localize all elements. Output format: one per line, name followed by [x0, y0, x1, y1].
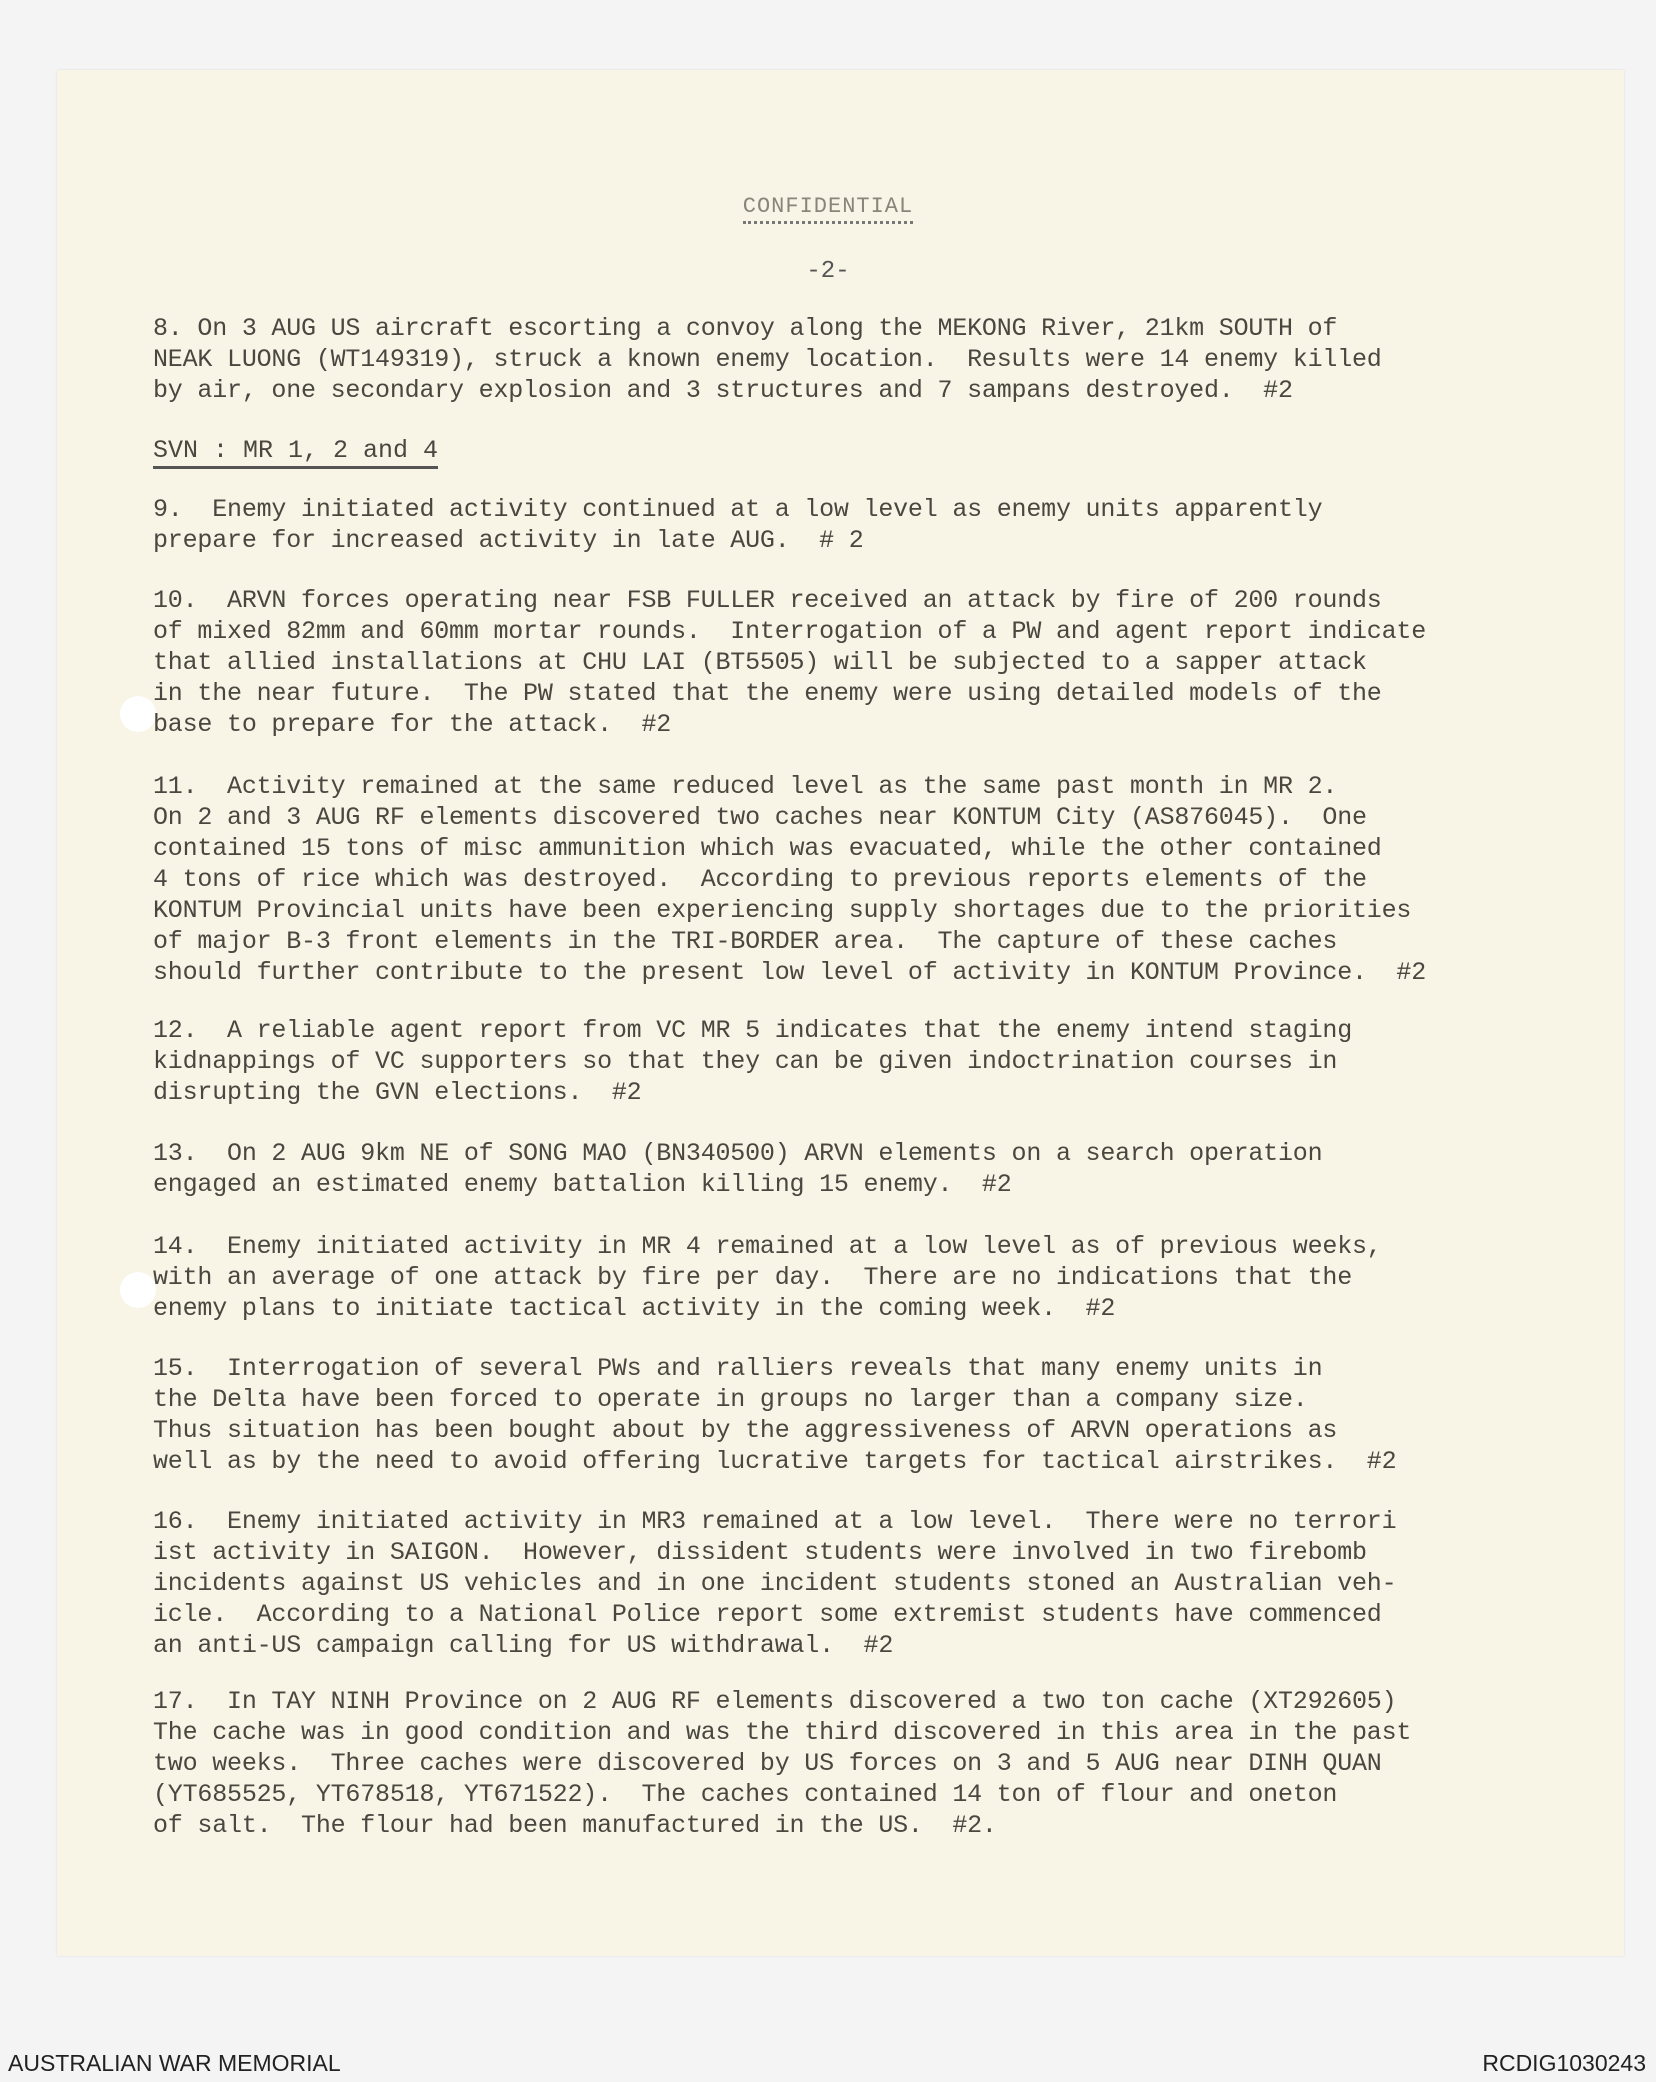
paragraph-15: 15. Interrogation of several PWs and ralliers reveals that many enemy units in the Delta have been forced to operate in groups no larger than a company size. Thus situation has been bought about by the aggressiveness of ARVN operations as well as by the need to avoid offering lucrative targets for tactical airstrikes. #2: [153, 1354, 1397, 1476]
paragraph-12: 12. A reliable agent report from VC MR 5 indicates that the enemy intend staging kidnappings of VC supporters so that they can be given indoctrination courses in disrupting the GVN elections. #2: [153, 1016, 1352, 1107]
section-heading: SVN : MR 1, 2 and 4: [153, 436, 438, 469]
paragraph-13: 13. On 2 AUG 9km NE of SONG MAO (BN340500) ARVN elements on a search operation engaged an estimated enemy battalion killing 15 enemy. #2: [153, 1139, 1323, 1199]
paragraph-14: 14. Enemy initiated activity in MR 4 remained at a low level as of previous weeks, with an average of one attack by fire per day. There are no indications that the enemy plans to initiate tactical activity in the coming week. #2: [153, 1232, 1382, 1323]
classification-stamp: CONFIDENTIAL: [0, 194, 1656, 219]
footer-source: AUSTRALIAN WAR MEMORIAL: [8, 2050, 341, 2076]
paragraph-11: 11. Activity remained at the same reduced level as the same past month in MR 2. On 2 and 3 AUG RF elements discovered two caches near KONTUM City (AS876045). One contained 15 tons of misc ammunition which was evacuated, while the other contained 4 tons of rice which was destroyed. According to previous reports elements of the KONTUM Provincial units have been experiencing supply shortages due to the priorities of major B-3 front elements in the TRI-BORDER area. The capture of these caches should further contribute to the present low level of activity in KONTUM Province. #2: [153, 772, 1427, 987]
punch-hole: [120, 1272, 156, 1308]
paragraph-9: 9. Enemy initiated activity continued at a low level as enemy units apparently prepare for increased activity in late AUG. # 2: [153, 495, 1323, 555]
punch-hole: [120, 696, 156, 732]
paragraph-10: 10. ARVN forces operating near FSB FULLER received an attack by fire of 200 rounds of mixed 82mm and 60mm mortar rounds. Interrogation of a PW and agent report indicate that allied installations at CHU LAI (BT5505) will be subjected to a sapper attack in the near future. The PW stated that the enemy were using detailed models of the base to prepare for the attack. #2: [153, 586, 1427, 739]
paragraph-8: 8. On 3 AUG US aircraft escorting a convoy along the MEKONG River, 21km SOUTH of NEAK LUONG (WT149319), struck a known enemy location. Results were 14 enemy killed by air, one secondary explosion and 3 structures and 7 sampans destroyed. #2: [153, 314, 1382, 405]
page-number: -2-: [806, 258, 850, 285]
footer-id: RCDIG1030243: [1482, 2050, 1646, 2076]
paragraph-16: 16. Enemy initiated activity in MR3 remained at a low level. There were no terrori ist activity in SAIGON. However, dissident students were involved in two firebomb incidents against US vehicles and in one incident students stoned an Australian veh- icle. According to a National Police report some extremist students have commenced an anti-US campaign calling for US withdrawal. #2: [153, 1507, 1397, 1660]
paragraph-17: 17. In TAY NINH Province on 2 AUG RF elements discovered a two ton cache (XT292605) The cache was in good condition and was the third discovered in this area in the past two weeks. Three caches were discovered by US forces on 3 and 5 AUG near DINH QUAN (YT685525, YT678518, YT671522). The caches contained 14 ton of flour and oneton of salt. The flour had been manufactured in the US. #2.: [153, 1687, 1412, 1840]
